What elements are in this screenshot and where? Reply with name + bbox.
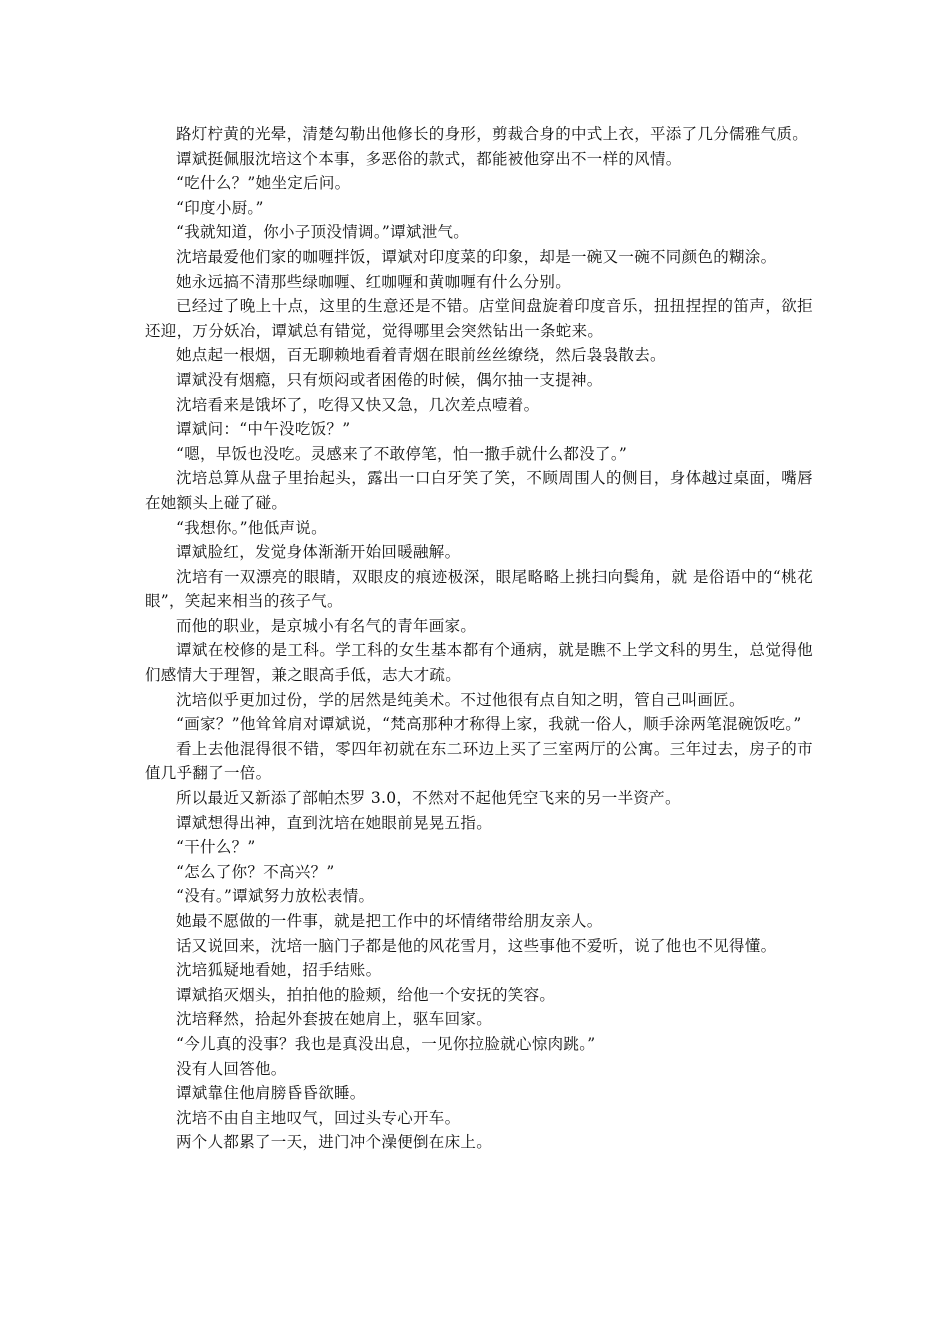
paragraph: “我想你。”他低声说。 — [176, 518, 327, 537]
paragraph: “画家？”他耸耸肩对谭斌说，“梵高那种才称得上家，我就一俗人，顺手涂两笔混碗饭吃。” — [176, 715, 802, 734]
paragraph: 看上去他混得很不错，零四年初就在东二环边上买了三室两厅的公寓。三年过去，房子的市值几乎翻了一倍。 — [145, 739, 813, 783]
paragraph: 沈培似乎更加过份，学的居然是纯美术。不过他很有点自知之明，管自己叫画匠。 — [176, 690, 745, 709]
paragraph: “印度小厨。” — [176, 198, 264, 217]
paragraph: “我就知道，你小子顶没情调。”谭斌泄气。 — [176, 223, 470, 242]
paragraph: 谭斌脸红，发觉身体渐渐开始回暖融解。 — [176, 543, 461, 562]
paragraph: 谭斌挺佩服沈培这个本事，多恶俗的款式，都能被他穿出不一样的风情。 — [176, 149, 682, 168]
paragraph: 已经过了晚上十点，这里的生意还是不错。店堂间盘旋着印度音乐，扭扭捏捏的笛声，欲拒还迎，万分妖冶，谭斌总有错觉，觉得哪里会突然钻出一条蛇来。 — [145, 297, 813, 340]
paragraph: “今儿真的没事？我也是真没出息，一见你拉脸就心惊肉跳。” — [176, 1034, 596, 1053]
paragraph: 而他的职业，是京城小有名气的青年画家。 — [176, 616, 477, 635]
paragraph: 没有人回答他。 — [176, 1059, 287, 1078]
paragraph: “嗯，早饭也没吃。灵感来了不敢停笔，怕一撒手就什么都没了。” — [176, 444, 628, 463]
paragraph: 她点起一根烟，百无聊赖地看着青烟在眼前丝丝缭绕，然后袅袅散去。 — [176, 346, 666, 365]
paragraph: 路灯柠黄的光晕，清楚勾勒出他修长的身形，剪裁合身的中式上衣，平添了几分儒雅气质。 — [176, 125, 809, 143]
paragraph: 谭斌想得出神，直到沈培在她眼前晃晃五指。 — [176, 813, 493, 832]
paragraph: 谭斌靠住他肩膀昏昏欲睡。 — [176, 1084, 366, 1103]
paragraph: 话又说回来，沈培一脑门子都是他的风花雪月，这些事他不爱听，说了他也不见得懂。 — [176, 936, 777, 955]
paragraph: 两个人都累了一天，进门冲个澡便倒在床上。 — [176, 1133, 493, 1152]
paragraph: 谭斌没有烟瘾，只有烦闷或者困倦的时候，偶尔抽一支提神。 — [176, 370, 603, 389]
paragraph: 谭斌掐灭烟头，拍拍他的脸颊，给他一个安抚的笑容。 — [176, 985, 556, 1004]
paragraph: 她永远搞不清那些绿咖喱、红咖喱和黄咖喱有什么分别。 — [176, 272, 572, 291]
paragraph: 沈培有一双漂亮的眼睛，双眼皮的痕迹极深，眼尾略略上挑扫向鬓角，就 是俗语中的“桃花眼”，笑起来相当的孩子气。 — [145, 567, 813, 611]
paragraph: 谭斌问：“中午没吃饭？” — [176, 420, 351, 439]
paragraph: “没有。”谭斌努力放松表情。 — [176, 887, 375, 906]
paragraph: 沈培总算从盘子里抬起头，露出一口白牙笑了笑，不顾周围人的侧目，身体越过桌面，嘴唇在她额头上碰了碰。 — [145, 469, 813, 512]
paragraph: “吃什么？”她坐定后问。 — [176, 174, 351, 193]
paragraph: 沈培看来是饿坏了，吃得又快又急，几次差点噎着。 — [176, 395, 540, 414]
novel-text-body — [145, 122, 813, 1155]
paragraph: “干什么？” — [176, 838, 256, 857]
paragraph: 她最不愿做的一件事，就是把工作中的坏情绪带给朋友亲人。 — [176, 912, 603, 930]
paragraph: 沈培不由自主地叹气，回过头专心开车。 — [176, 1108, 461, 1127]
paragraph: 所以最近又新添了部帕杰罗 3.0，不然对不起他凭空飞来的另一半资产。 — [176, 789, 681, 808]
paragraph: 沈培释然，拾起外套披在她肩上，驱车回家。 — [176, 1010, 493, 1029]
paragraph: 沈培狐疑地看她，招手结账。 — [176, 961, 382, 980]
paragraph: 谭斌在校修的是工科。学工科的女生基本都有个通病，就是瞧不上学文科的男生，总觉得他们感情大于理智，兼之眼高手低，志大才疏。 — [145, 641, 813, 685]
paragraph: “怎么了你？不高兴？” — [176, 862, 335, 881]
paragraph: 沈培最爱他们家的咖喱拌饭，谭斌对印度菜的印象，却是一碗又一碗不同颜色的糊涂。 — [176, 247, 777, 266]
